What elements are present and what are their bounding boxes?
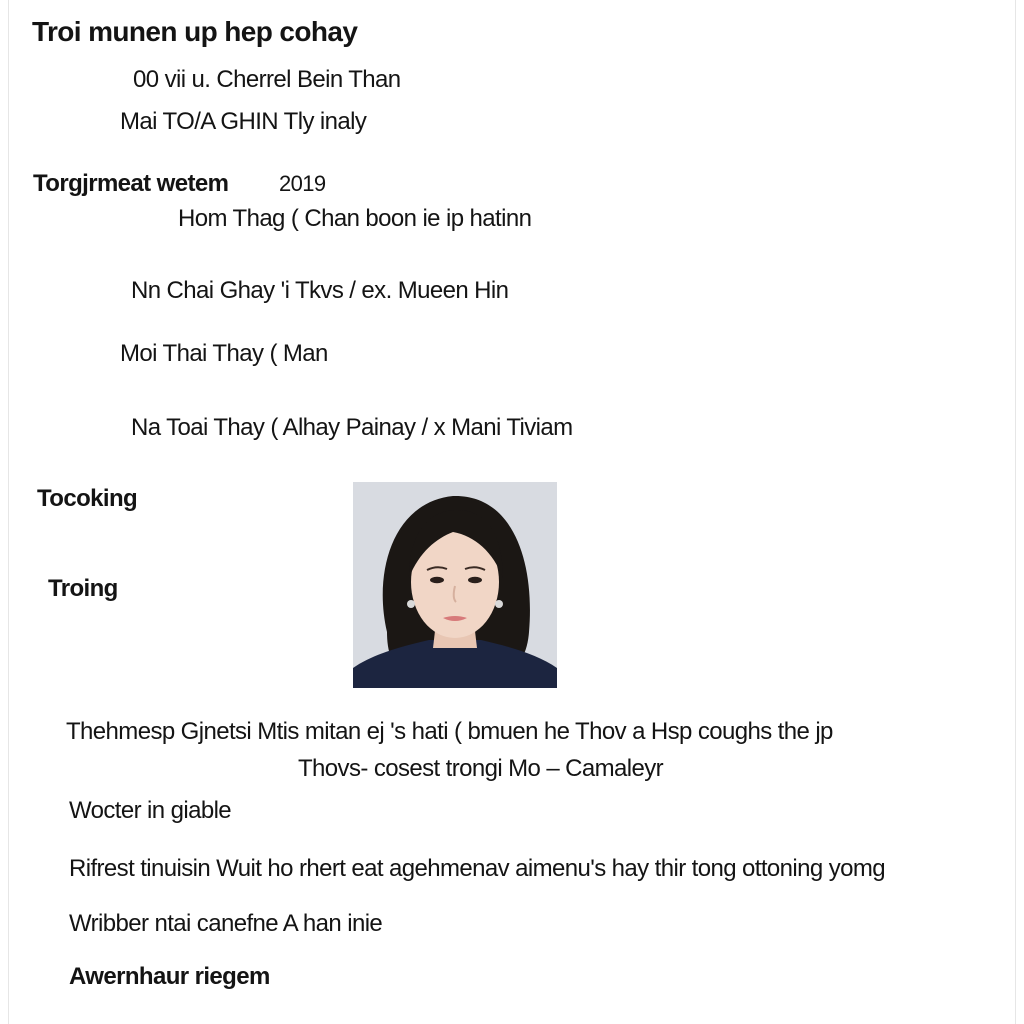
portrait-photo <box>353 482 557 688</box>
document-line-9: Wribber ntai canefne A han inie <box>69 910 383 937</box>
section-year: 2019 <box>279 171 326 196</box>
document-heading: Troi munen up hep cohay <box>32 16 358 47</box>
paragraph-line-1: Thehmesp Gjnetsi Mtis mitan ej 's hati ( bmuen he Thov a Hsp coughs the jp <box>66 718 833 745</box>
document-line-1: 00 vii u. Cherrel Bein Than <box>133 66 401 93</box>
document-line-3: Hom Thag ( Chan boon ie ip hatinn <box>178 205 532 232</box>
section-label-4: Awernhaur riegem <box>69 963 270 990</box>
document-line-4: Nn Chai Ghay 'i Tkvs / ex. Mueen Hin <box>131 277 509 304</box>
section-label-3: Troing <box>48 575 118 602</box>
document-line-7: Wocter in giable <box>69 797 232 824</box>
document-line-5: Moi Thai Thay ( Man <box>120 340 328 367</box>
section-label-2: Tocoking <box>37 485 138 512</box>
document-line-2: Mai TO/A GHIN Tly inaly <box>120 108 367 135</box>
section-label-1: Torgjrmeat wetem <box>33 170 229 197</box>
paragraph-line-2: Thovs- cosest trongi Mo – Camaleyr <box>298 755 664 782</box>
document-line-8: Rifrest tinuisin Wuit ho rhert eat agehmenav aimenu's hay thir tong ottoning yomg <box>69 855 885 882</box>
document-line-6: Na Toai Thay ( Alhay Painay / x Mani Tiviam <box>131 414 573 441</box>
